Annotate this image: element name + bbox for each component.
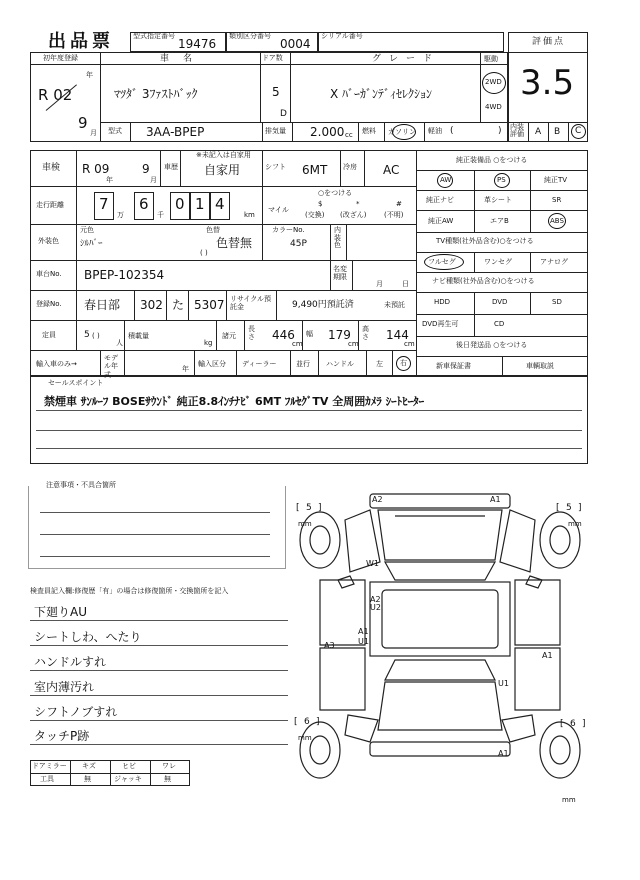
height-cm: cm <box>404 340 415 348</box>
left-handle: 左 <box>376 360 383 368</box>
tv-header: TV種類(社外品含む)○をつける <box>436 237 534 245</box>
class-number-label: 類別区分番号 <box>229 32 271 40</box>
usage-note: ※未記入は自家用 <box>196 151 251 159</box>
cc-unit: cc <box>345 131 353 139</box>
equip-ps: PS <box>497 176 506 184</box>
damage-label-front-bumper-right: A1 <box>490 495 501 504</box>
parallel: 並行 <box>296 360 310 368</box>
name-change-day: 日 <box>402 280 409 288</box>
interior-a: A <box>535 127 542 137</box>
right-handle: 右 <box>400 359 407 367</box>
shaken-month-unit: 月 <box>150 176 157 184</box>
recycle-label: リサイクル預託金 <box>230 295 272 312</box>
name-change-label: 名変期限 <box>333 265 347 282</box>
type: 3AA-BPEP <box>146 125 205 139</box>
sales-text: 禁煙車 ｻﾝﾙｰﾌ BOSEｻｳﾝﾄﾞ 純正8.8ｲﾝﾁﾅﾋﾞ 6MT ﾌﾙｾｸﾞTV 全周囲ｶﾒﾗ ｼｰﾄﾋｰﾀｰ <box>44 395 425 408</box>
tire-unit-front-right: mm <box>568 520 582 528</box>
note-3: ハンドルすれ <box>34 655 107 669</box>
class-number: 0004 <box>280 37 311 51</box>
sen-unit: 千 <box>157 211 164 219</box>
model-year-label: モデル年式 <box>104 354 118 379</box>
equip-aw: AW <box>440 176 452 184</box>
damage-label-windshield: W1 <box>366 559 379 568</box>
interior-b: B <box>554 127 561 137</box>
damage-label-left-rear: A3 <box>324 641 335 650</box>
shaken-label: 車検 <box>42 163 61 173</box>
note-5: シフトノブすれ <box>34 705 118 719</box>
svg-text:[: [ <box>556 503 560 513</box>
car-name: ﾏﾂﾀﾞ 3ﾌｧｽﾄﾊﾞｯｸ <box>114 87 198 101</box>
color-label: 外装色 <box>38 237 59 245</box>
mile-tamper: (改ざん) <box>340 211 367 219</box>
interior-score-label: 内装評価 <box>510 123 524 138</box>
shift-label: シフト <box>265 163 286 171</box>
mile-hash: # <box>396 200 402 208</box>
svg-text:]: ] <box>582 719 586 729</box>
sales-label: セールスポイント <box>48 379 104 387</box>
later-manual: 車輌取説 <box>526 362 554 370</box>
shaken: R 09 <box>82 162 110 176</box>
score-value: 3.5 <box>520 63 575 103</box>
load-label: 積載量 <box>128 332 149 340</box>
handle-label: ハンドル <box>326 360 354 368</box>
orig-color: ｼﾙﾊﾞｰ <box>80 239 103 249</box>
fuel-gas: ガソリン <box>388 128 416 136</box>
first-registration-era: R 02 <box>38 86 73 104</box>
dealer: ディーラー <box>242 360 277 368</box>
person-unit: 人 <box>116 339 123 347</box>
model-number: 19476 <box>178 37 217 51</box>
svg-text:[: [ <box>560 719 564 729</box>
length-cm: cm <box>292 340 303 348</box>
equip-airbag: エアB <box>490 217 509 225</box>
mile-label: マイル <box>268 206 289 214</box>
equipment-header: 純正装備品 ○をつける <box>456 156 528 164</box>
color-change-label: 色替 <box>206 226 220 234</box>
ac: AC <box>383 163 400 177</box>
navi-dvd: DVD <box>492 298 508 306</box>
note-6: タッチP跡 <box>34 729 90 743</box>
color-no-label: カラーNo. <box>272 226 305 234</box>
mileage-digit-2: 6 <box>139 195 149 213</box>
width: 179 <box>328 328 351 342</box>
fuel-paren-open: ( <box>450 126 454 136</box>
damage-label-roof-u: U1 <box>358 637 369 646</box>
parts-header-2: キズ <box>82 762 96 770</box>
name-change-month: 月 <box>376 280 383 288</box>
tv-fullseg: フルセグ <box>428 258 456 266</box>
tv-oneseg: ワンセグ <box>484 258 512 266</box>
equip-tv: 純正TV <box>544 176 568 184</box>
navi-sd: SD <box>552 298 562 306</box>
damage-label-left-door-a: A2 <box>370 595 381 604</box>
note-1: 下廻りAU <box>34 605 87 619</box>
equip-abs: ABS <box>550 217 564 225</box>
navi-header: ナビ種類(社外品含む)○をつける <box>432 277 535 285</box>
inspector-label: 検査員記入欄:修復歴「有」の場合は修復箇所・交換箇所を記入 <box>30 587 229 595</box>
model-number-label: 型式指定番号 <box>133 32 175 40</box>
tv-analog: アナログ <box>540 258 568 266</box>
reg-area: 春日部 <box>84 298 121 312</box>
usage: 自家用 <box>204 163 241 177</box>
mile-dollar: $ <box>318 200 323 208</box>
car-name-label: 車名 <box>160 54 207 64</box>
shaken-month: 9 <box>142 162 150 176</box>
chassis-label: 車台No. <box>36 270 62 278</box>
shift: 6MT <box>302 163 328 177</box>
grade-label: グレード <box>372 54 441 64</box>
mile-unknown: (不明) <box>384 211 404 219</box>
navi-cd: CD <box>494 320 505 328</box>
import-div-label: 輸入区分 <box>198 360 226 368</box>
reg-kana: た <box>172 298 185 312</box>
page-title: 出品票 <box>48 31 114 52</box>
shaken-year-unit: 年 <box>106 176 113 184</box>
car-damage-diagram <box>290 480 590 810</box>
reg-serial: 5307 <box>194 298 225 312</box>
width-cm: cm <box>348 340 359 348</box>
displacement: 2.000 <box>310 125 345 139</box>
svg-text:[: [ <box>296 503 300 513</box>
note-4: 室内薄汚れ <box>34 680 95 694</box>
first-registration-month: 9 <box>78 114 88 132</box>
doors-label: ドア数 <box>262 54 283 62</box>
equip-oem-aw: 純正AW <box>428 217 454 225</box>
navi-dvd-play: DVD再生可 <box>422 320 459 328</box>
capacity: 5 <box>84 330 90 340</box>
later-header: 後日発送品 ○をつける <box>456 341 528 349</box>
mileage-digit-4: 1 <box>195 195 205 213</box>
svg-text:]: ] <box>318 503 322 513</box>
mile-exchange: (交換) <box>305 211 325 219</box>
parts-value-3: ジャッキ <box>114 775 142 783</box>
parts-value-1: 工具 <box>40 775 54 783</box>
color-paren: ( ) <box>200 249 208 257</box>
fuel-diesel-label: 軽油 <box>428 127 442 135</box>
recycle: 9,490円預託済 <box>292 300 354 310</box>
mileage-digit-5: 4 <box>215 195 225 213</box>
capacity-paren: ( ) <box>92 332 100 340</box>
damage-label-left-door-u: U2 <box>370 603 381 612</box>
notes-label: 注意事項・不具合箇所 <box>46 481 116 489</box>
km-unit: km <box>244 211 255 219</box>
score-label: 評価点 <box>532 37 566 47</box>
interior-color-label: 内装色 <box>334 226 341 250</box>
orig-color-label: 元色 <box>80 226 94 234</box>
damage-label-front-bumper-left: A2 <box>372 495 383 504</box>
reg-num: 302 <box>140 298 163 312</box>
reg-label: 登録No. <box>36 300 62 308</box>
interior-c: C <box>575 126 582 136</box>
damage-label-trunk: U1 <box>498 679 509 688</box>
length-label: 長さ <box>248 325 255 341</box>
sales-box <box>30 376 588 464</box>
displacement-label: 排気量 <box>265 127 286 135</box>
width-label: 幅 <box>306 330 313 338</box>
mile-star: * <box>356 200 360 208</box>
navi-hdd: HDD <box>434 298 451 306</box>
equip-navi: 純正ナビ <box>426 196 454 204</box>
color-no: 45P <box>290 239 307 249</box>
tire-unit-rear-right: mm <box>562 796 576 804</box>
fuel-label: 燃料 <box>362 127 376 135</box>
tire-depth-front-right: 5 <box>566 503 572 513</box>
grade: X ﾊﾞｰｶﾞﾝﾃﾞｨｾﾚｸｼｮﾝ <box>330 87 433 101</box>
later-warranty: 新車保証書 <box>436 362 471 370</box>
month-unit: 月 <box>90 129 97 137</box>
mileage-digit-3: 0 <box>175 195 185 213</box>
damage-label-roof-a: A1 <box>358 627 369 636</box>
door-type: D <box>280 109 287 119</box>
mileage-digit-1: 7 <box>99 195 109 213</box>
first-registration-label: 初年度登録 <box>43 54 78 62</box>
color-change: 色替無 <box>216 236 253 250</box>
chassis: BPEP-102354 <box>84 268 165 282</box>
height-label: 高さ <box>362 325 369 341</box>
note-2: シートしわ、へたり <box>34 630 142 644</box>
parts-header-4: ワレ <box>162 762 176 770</box>
equip-leather: 革シート <box>484 196 512 204</box>
mile-attach: ○をつける <box>318 189 353 197</box>
damage-label-right-rear: A1 <box>542 651 553 660</box>
height: 144 <box>386 328 409 342</box>
tire-unit-front-left: mm <box>298 520 312 528</box>
svg-text:[: [ <box>294 717 298 727</box>
mileage-label: 走行距離 <box>36 201 64 209</box>
doors: 5 <box>272 85 280 99</box>
tire-depth-rear-right: 6 <box>570 719 576 729</box>
kg-unit: kg <box>204 339 213 347</box>
serial-label: シリアル番号 <box>321 32 363 40</box>
parts-value-4: 無 <box>164 775 171 783</box>
drive-4wd: 4WD <box>485 103 502 111</box>
parts-header-3: ヒビ <box>122 762 136 770</box>
recycle-unpaid: 未預託 <box>384 301 405 309</box>
svg-text:]: ] <box>316 717 320 727</box>
capacity-label: 定員 <box>42 331 56 339</box>
damage-label-rear-bumper: A1 <box>498 749 509 758</box>
drive-2wd: 2WD <box>485 78 502 86</box>
parts-value-2: 無 <box>84 775 91 783</box>
fuel-paren-close: ) <box>498 126 502 136</box>
svg-text:]: ] <box>578 503 582 513</box>
parts-header-1: ドアミラー <box>32 762 67 770</box>
ac-label: 冷房 <box>343 163 357 171</box>
length: 446 <box>272 328 295 342</box>
year-unit: 年 <box>86 71 93 79</box>
equip-sr: SR <box>552 196 562 204</box>
usage-label: 車歴 <box>164 163 178 171</box>
import-only: 輸入車のみ→ <box>36 360 77 368</box>
tire-unit-rear-left: mm <box>298 734 312 742</box>
type-label: 型式 <box>108 127 122 135</box>
man-unit: 万 <box>117 211 124 219</box>
model-year-unit: 年 <box>182 365 189 373</box>
drive-label: 駆動 <box>484 55 498 63</box>
dims-label: 諸元 <box>222 332 236 340</box>
tire-depth-rear-left: 6 <box>304 717 310 727</box>
tire-depth-front-left: 5 <box>306 503 312 513</box>
